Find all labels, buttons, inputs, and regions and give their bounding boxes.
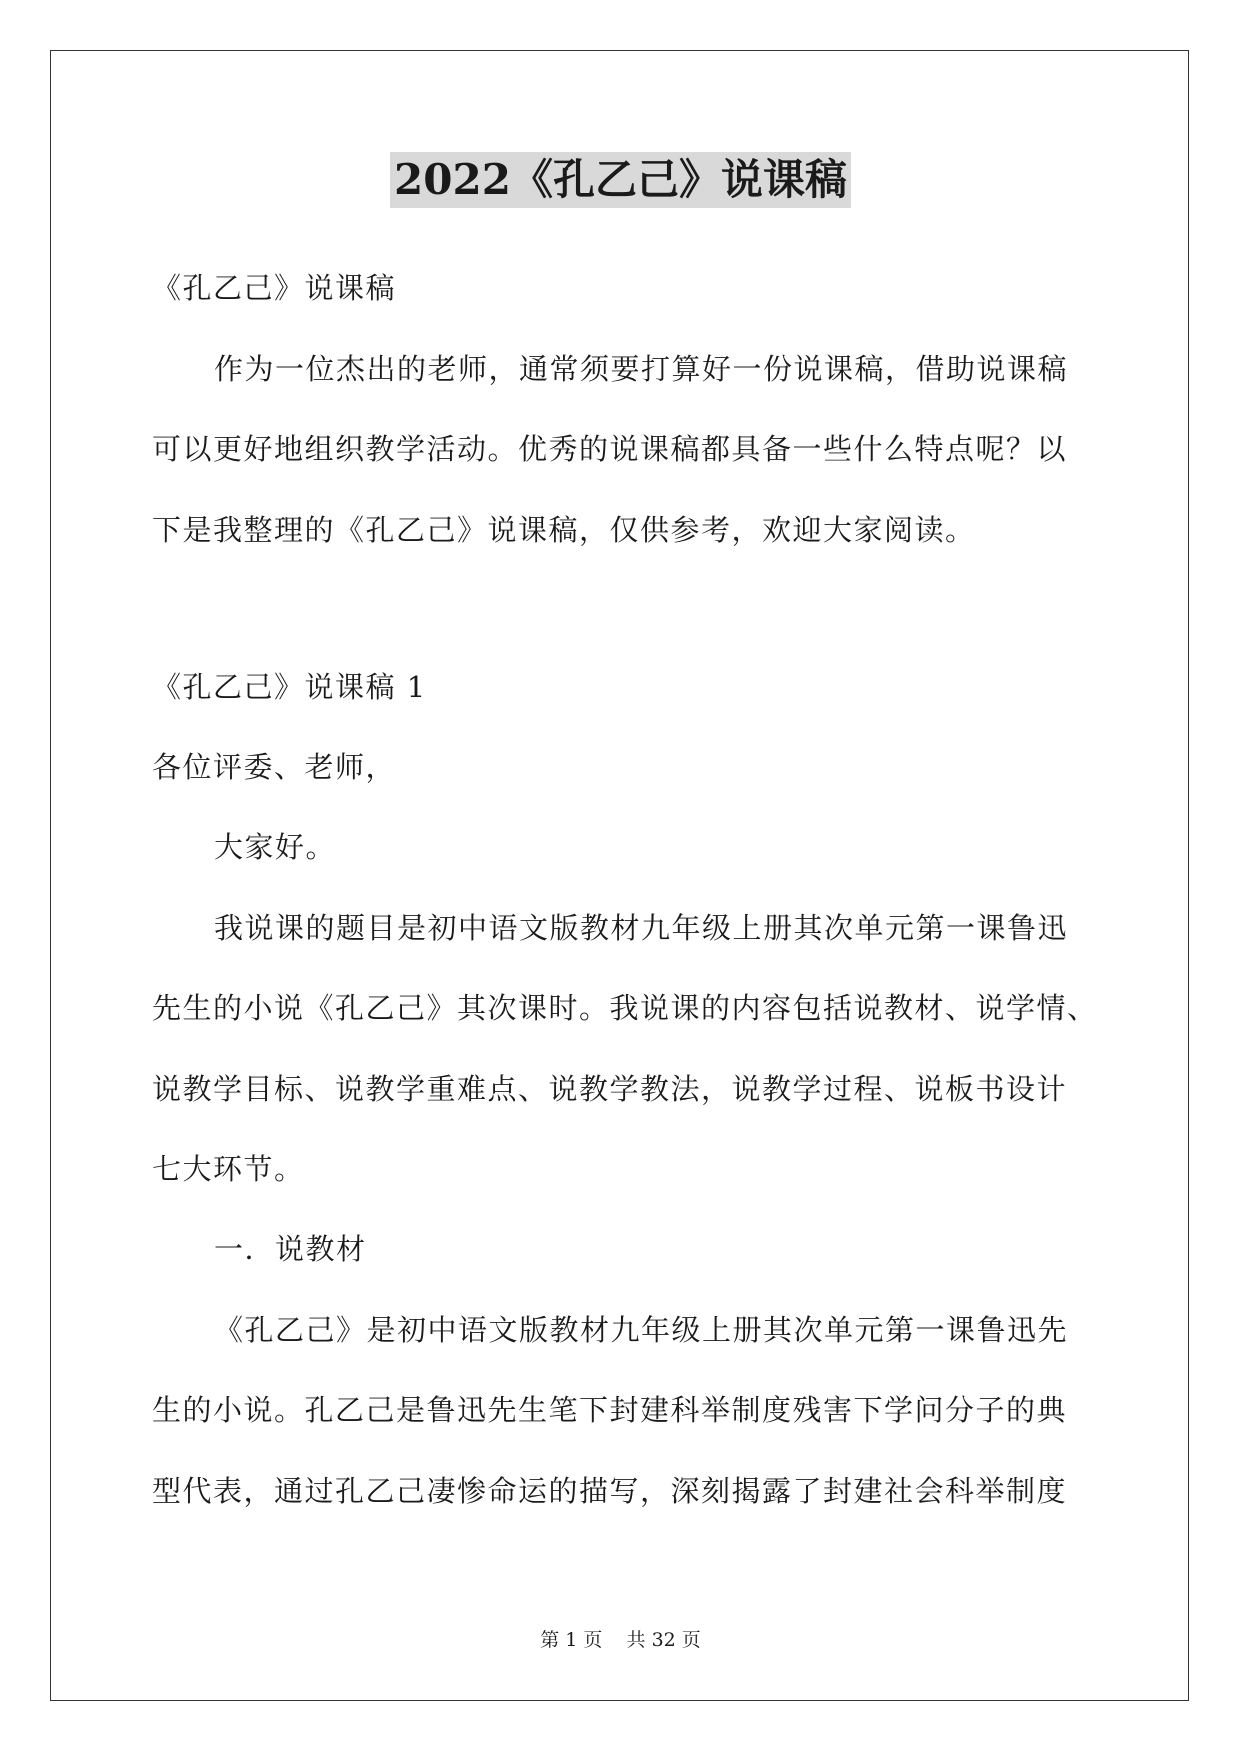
title-container: [0, 152, 1241, 208]
body-line: 下是我整理的《孔乙己》说课稿，仅供参考，欢迎大家阅读。: [152, 513, 976, 547]
body-line: 《孔乙己》是初中语文版教材九年级上册其次单元第一课鲁迅先: [214, 1313, 1069, 1347]
body-line: 大家好。: [214, 830, 337, 864]
subtitle-line: 《孔乙己》说课稿: [152, 271, 397, 305]
body-line: 型代表，通过孔乙己凄惨命运的描写，深刻揭露了封建社会科举制度: [152, 1474, 1068, 1508]
body-line: 说教学目标、说教学重难点、说教学教法，说教学过程、说板书设计: [152, 1072, 1068, 1106]
body-line: 七大环节。: [152, 1152, 305, 1186]
document-title: 2022《孔乙己》说课稿: [390, 152, 851, 208]
body-line: 先生的小说《孔乙己》其次课时。我说课的内容包括说教材、说学情、: [152, 991, 1098, 1025]
page-number: 第 1 页 共 32 页: [540, 1629, 701, 1651]
page-footer: [0, 1628, 1241, 1652]
body-line: 我说课的题目是初中语文版教材九年级上册其次单元第一课鲁迅: [214, 911, 1069, 945]
body-line: 生的小说。孔乙己是鲁迅先生笔下封建科举制度残害下学问分子的典: [152, 1393, 1068, 1427]
body-line: 作为一位杰出的老师，通常须要打算好一份说课稿，借助说课稿: [214, 352, 1069, 386]
section-heading: 《孔乙己》说课稿 1: [152, 670, 427, 704]
body-line: 各位评委、老师，: [152, 750, 397, 784]
body-line: 可以更好地组织教学活动。优秀的说课稿都具备一些什么特点呢？以: [152, 432, 1068, 466]
subsection-heading: 一．说教材: [214, 1232, 367, 1266]
